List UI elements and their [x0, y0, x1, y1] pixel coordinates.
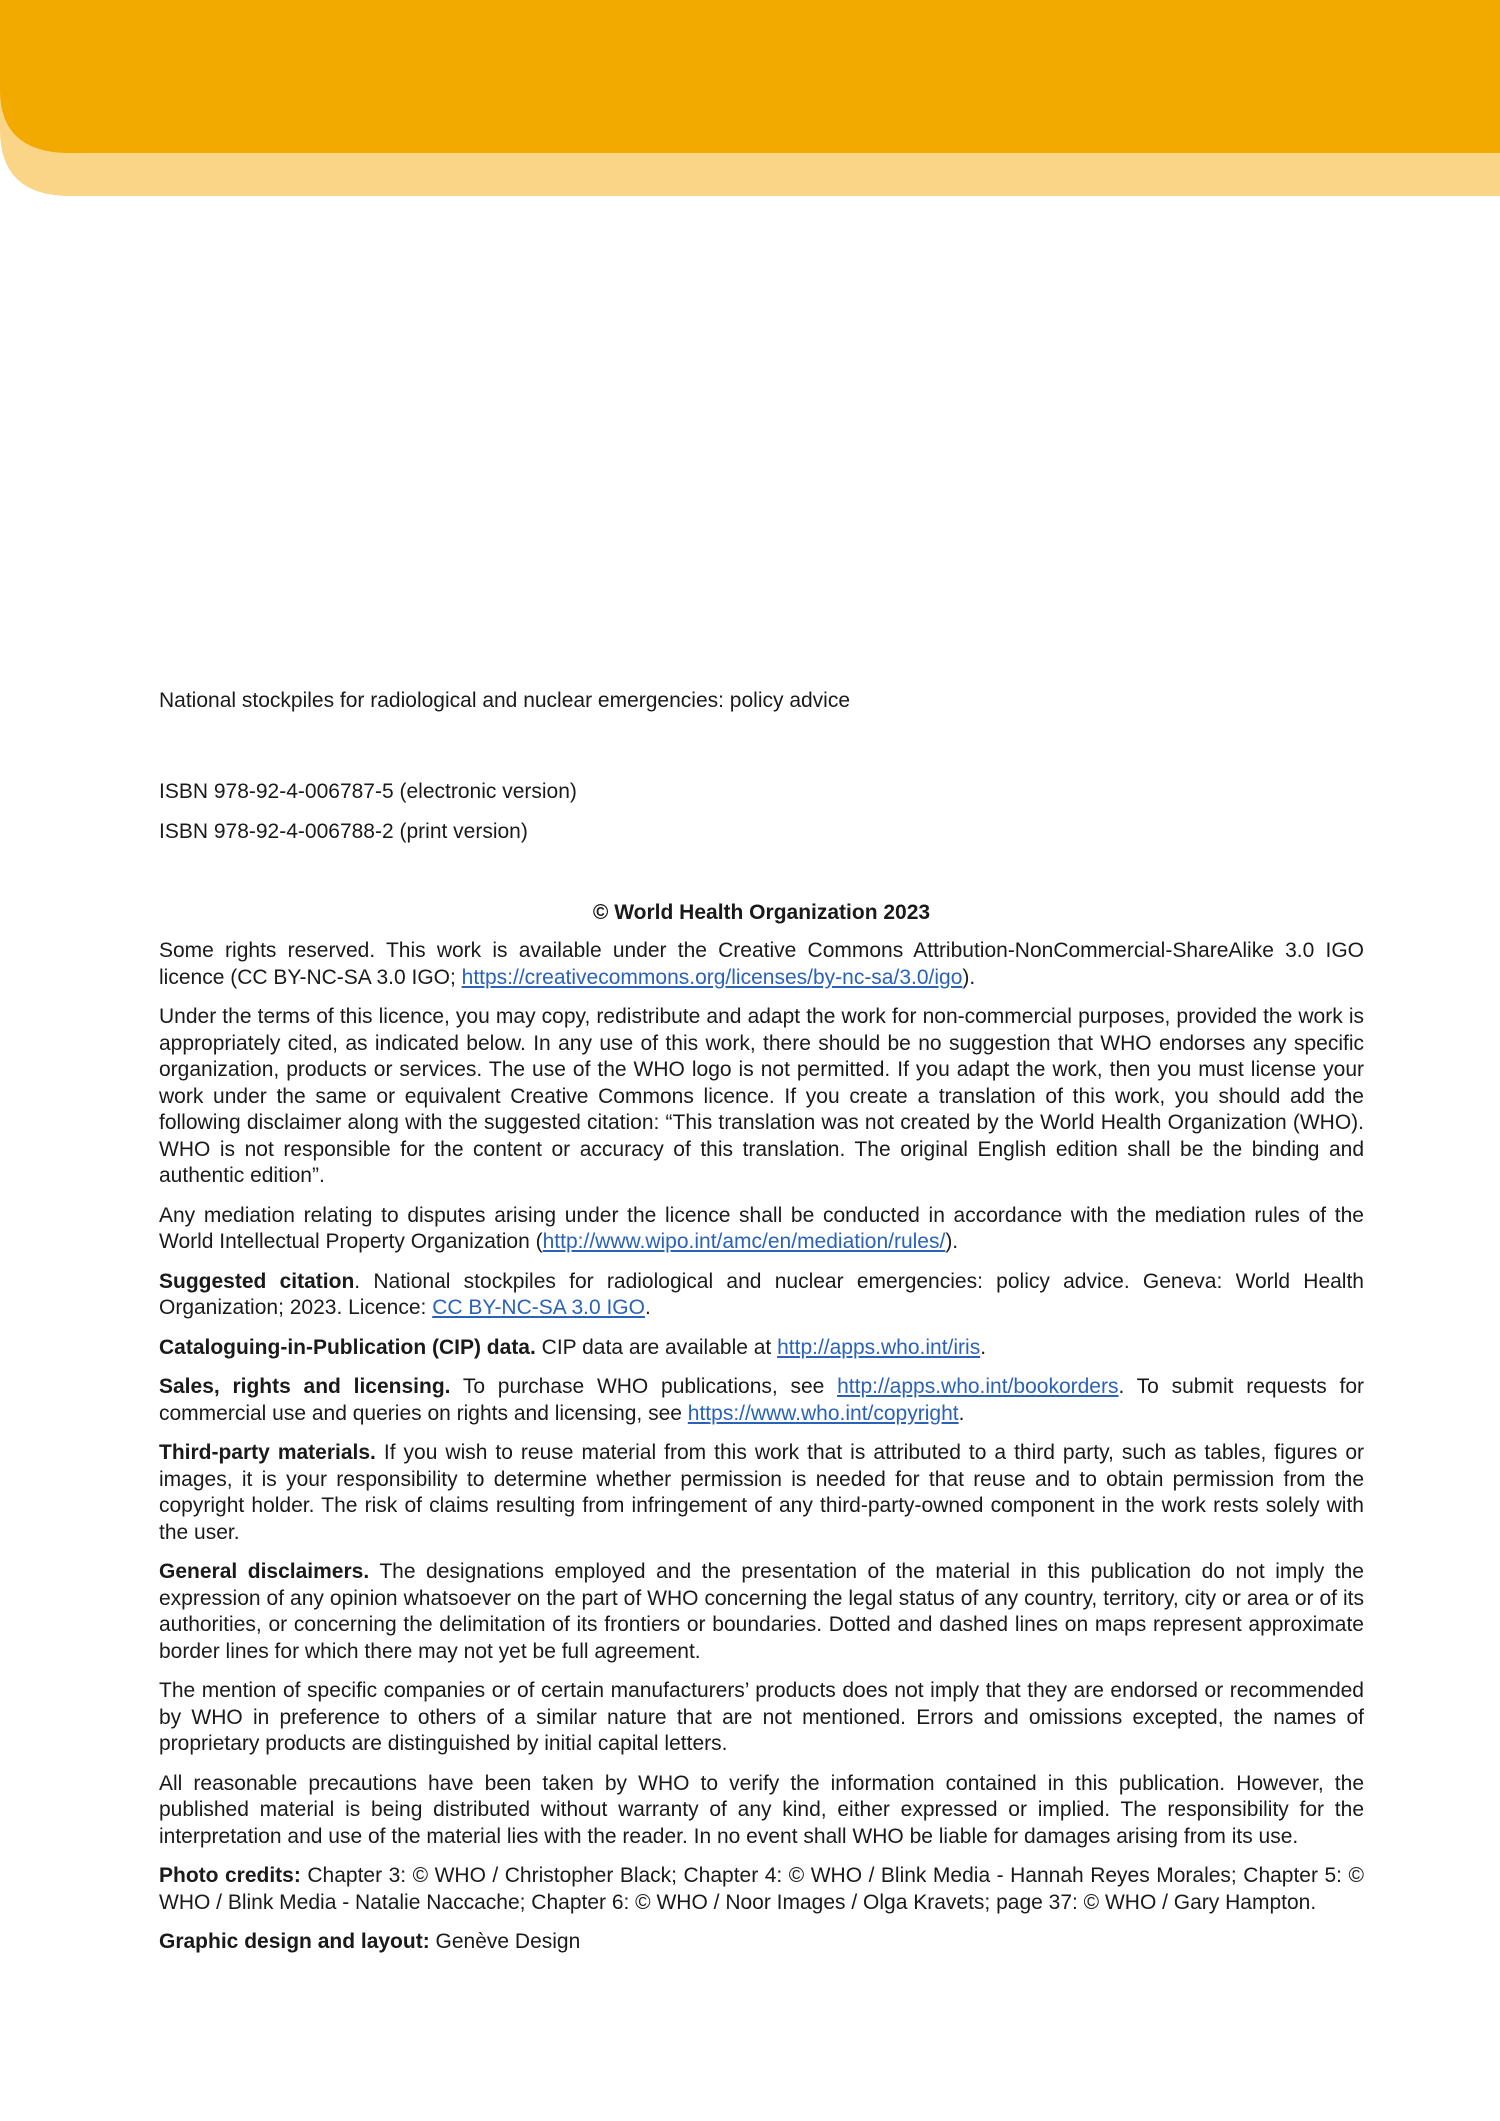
- sales-paragraph: [159, 1374, 1364, 1427]
- iris-link[interactable]: http://apps.who.int/iris: [777, 1335, 981, 1359]
- mention-paragraph: The mention of specific companies or of certain manufacturers’ products does not imply that they are endorsed or recommended by WHO in preference to others of a similar nature that are not mentioned. Errors and omissions excepted, the names of proprietary products are distinguished by initial capital letters.: [159, 1679, 1364, 1755]
- cip-text: CIP data are available at: [535, 1335, 778, 1359]
- isbn-electronic: ISBN 978-92-4-006787-5 (electronic version): [159, 779, 577, 803]
- header-banner: [0, 0, 1500, 200]
- banner-dark-band: [0, 0, 1500, 153]
- rights-text: Some rights reserved. This work is available under the Creative Commons Attribution-NonCommercial-ShareAlike 3.0 IGO licence (CC BY-NC-SA 3.0 IGO;: [159, 939, 1364, 989]
- disclaimers-text: The designations employed and the presentation of the material in this publication do not imply the expression of any opinion whatsoever on the part of WHO concerning the legal status of any country, territory, city or area or of its authorities, or concerning the delimitation of its frontiers or boundaries. Dotted and dashed lines on maps represent approximate border lines for which there may not yet be full agreement.: [159, 1560, 1364, 1663]
- document-body: [159, 688, 1364, 1969]
- design-label: Graphic design and layout:: [159, 1930, 430, 1953]
- photo-credits-text: Chapter 3: © WHO / Christopher Black; Chapter 4: © WHO / Blink Media - Hannah Reyes Morales; Chapter 5: © WHO / Blink Media - Natalie Naccache; Chapter 6: © WHO / Noor Images / Olga Kravets; page 37: © WHO / Gary Hampton.: [159, 1864, 1364, 1914]
- design-text: Genève Design: [429, 1930, 581, 1953]
- cip-paragraph: [159, 1335, 1364, 1362]
- creative-commons-link[interactable]: https://creativecommons.org/licenses/by-nc-sa/3.0/igo: [461, 965, 963, 989]
- citation-paragraph: [159, 1269, 1364, 1322]
- design-paragraph: [159, 1929, 1364, 1956]
- rights-after: ).: [962, 965, 976, 989]
- copyright-link[interactable]: https://www.who.int/copyright: [687, 1401, 959, 1425]
- third-party-label: Third-party materials.: [159, 1441, 376, 1464]
- mediation-paragraph: [159, 1203, 1364, 1256]
- copyright-line: © World Health Organization 2023: [592, 900, 931, 924]
- third-party-text: If you wish to reuse material from this work that is attributed to a third party, such as tables, figures or images, it is your responsibility to determine whether permission is needed for that reuse and to obtain permission from the copyright holder. The risk of claims resulting from infringement of any third-party-owned component in the work rests solely with the user.: [159, 1441, 1364, 1544]
- mediation-text: Any mediation relating to disputes arising under the licence shall be conducted in accordance with the mediation rules of the World Intellectual Property Organization (: [159, 1203, 1364, 1253]
- precautions-paragraph: All reasonable precautions have been taken by WHO to verify the information contained in this publication. However, the published material is being distributed without warranty of any kind, either expressed or implied. The responsibility for the interpretation and use of the material lies with the reader. In no event shall WHO be liable for damages arising from its use.: [159, 1771, 1364, 1848]
- sales-middle: . To submit requests for commercial use and queries on rights and licensing, see: [159, 1375, 1365, 1425]
- banner-shape: [0, 0, 1500, 200]
- rights-paragraph: [159, 938, 1364, 991]
- disclaimers-label: General disclaimers.: [159, 1560, 370, 1583]
- citation-label: Suggested citation: [159, 1269, 355, 1293]
- licence-link[interactable]: CC BY-NC-SA 3.0 IGO: [432, 1296, 645, 1319]
- third-party-paragraph: [159, 1440, 1364, 1546]
- citation-text: . National stockpiles for radiological and nuclear emergencies: policy advice. Geneva: World Health Organization; 2023. Licence:: [159, 1269, 1364, 1319]
- document-title: National stockpiles for radiological and nuclear emergencies: policy advice: [159, 689, 851, 712]
- bookorders-link[interactable]: http://apps.who.int/bookorders: [837, 1375, 1119, 1398]
- disclaimers-paragraph: [159, 1559, 1364, 1665]
- isbn-print: ISBN 978-92-4-006788-2 (print version): [159, 820, 528, 843]
- photo-credits-paragraph: [159, 1863, 1364, 1916]
- terms-paragraph: Under the terms of this licence, you may copy, redistribute and adapt the work for non-commercial purposes, provided the work is appropriately cited, as indicated below. In any use of this work, there should be no suggestion that WHO endorses any specific organization, products or services. The use of the WHO logo is not permitted. If you adapt the work, then you must license your work under the same or equivalent Creative Commons licence. If you create a translation of this work, you should add the following disclaimer along with the suggested citation: “This translation was not created by the World Health Organization (WHO). WHO is not responsible for the content or accuracy of this translation. The original English edition shall be the binding and authentic edition”.: [159, 1005, 1364, 1187]
- sales-after: .: [958, 1401, 965, 1425]
- cip-after: .: [980, 1335, 987, 1359]
- sales-label: Sales, rights and licensing.: [159, 1375, 451, 1398]
- photo-credits-label: Photo credits:: [159, 1864, 301, 1887]
- sales-text: To purchase WHO publications, see: [450, 1375, 838, 1398]
- mediation-after: ).: [945, 1230, 959, 1253]
- citation-after: .: [644, 1296, 651, 1319]
- wipo-link[interactable]: http://www.wipo.int/amc/en/mediation/rules/: [542, 1230, 946, 1253]
- cip-label: Cataloguing-in-Publication (CIP) data.: [159, 1335, 536, 1359]
